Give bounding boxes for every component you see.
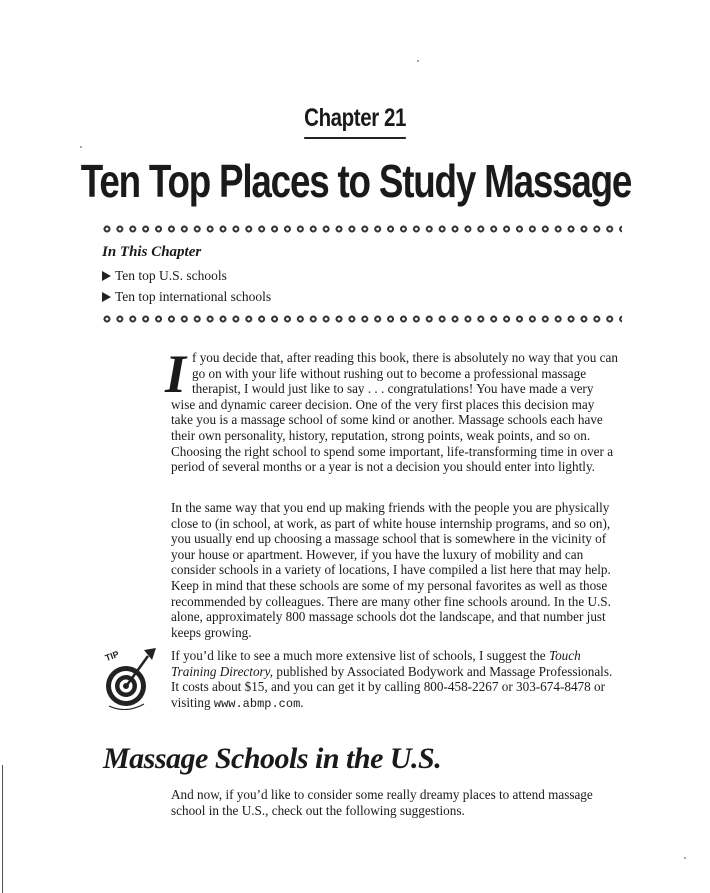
scan-speck	[417, 60, 419, 62]
tip-label: TIP	[103, 648, 121, 664]
dotted-divider-bottom	[102, 314, 622, 324]
list-item-text: Ten top international schools	[115, 289, 272, 304]
arrow-bullet-icon	[102, 271, 111, 281]
tip-paragraph	[171, 648, 618, 712]
section-intro-paragraph: And now, if you’d like to consider some really dreamy places to attend massage school in the U.S., check out the following suggestions.	[171, 787, 593, 818]
tip-text-end: .	[300, 694, 304, 710]
chapter-title: Ten Top Places to Study Massage	[80, 155, 632, 207]
tip-text-middle: published by Associated Bodywork and Massage Professionals. It costs about $15, and you can get it by calling 800-458-2267 or 303-674-8478 or visiting	[171, 663, 613, 710]
tip-target-icon	[100, 644, 162, 710]
list-item	[102, 286, 271, 307]
dotted-divider-top	[102, 224, 622, 234]
section-heading: Massage Schools in the U.S.	[103, 742, 442, 775]
page-edge-line	[2, 765, 3, 893]
scan-speck	[80, 146, 82, 148]
chapter-contents-list	[102, 265, 271, 307]
second-paragraph: In the same way that you end up making friends with the people you are physically close to (in school, at work, as part of white house internship programs, and so on), you usually end up choosing a massage school that is somewhere in the vicinity of your house or apartment. However, if you have the luxury of mobility and can consider schools in a variety of locations, I have compiled a list here that may help. Keep in mind that these schools are some of my personal favorites as well as those recommended by colleagues. There are many other fine schools around. In the U.S. alone, approximately 800 massage schools dot the landscape, and that number just keeps growing.	[171, 500, 611, 640]
in-this-chapter-heading: In This Chapter	[102, 244, 202, 260]
tip-text-start: If you’d like to see a much more extensive list of schools, I suggest the	[171, 648, 549, 663]
drop-cap: I	[165, 344, 187, 404]
intro-paragraph	[165, 344, 618, 475]
chapter-number: Chapter 21	[304, 104, 406, 139]
book-title: Touch Training Directory,	[171, 648, 581, 679]
list-item	[102, 265, 271, 286]
arrow-bullet-icon	[102, 292, 111, 302]
website-url: www.abmp.com	[213, 696, 301, 711]
intro-paragraph-text: f you decide that, after reading this book, there is absolutely no way that you can go on with your life without rushing out to become a professional massage therapist, I would just like to say . . . congratulations! You have made a very wise and dynamic career decision. One of the very first places this decision may take you is a massage school of some kind or another. Massage schools each have their own personality, history, reputation, strong points, weak points, and so on. Choosing the right school to spend some important, life-transforming time in over a period of several months or a year is not a decision you should enter into lightly.	[171, 350, 618, 475]
scan-speck	[684, 857, 686, 859]
chapter-label	[0, 104, 710, 139]
list-item-text: Ten top U.S. schools	[115, 268, 227, 283]
